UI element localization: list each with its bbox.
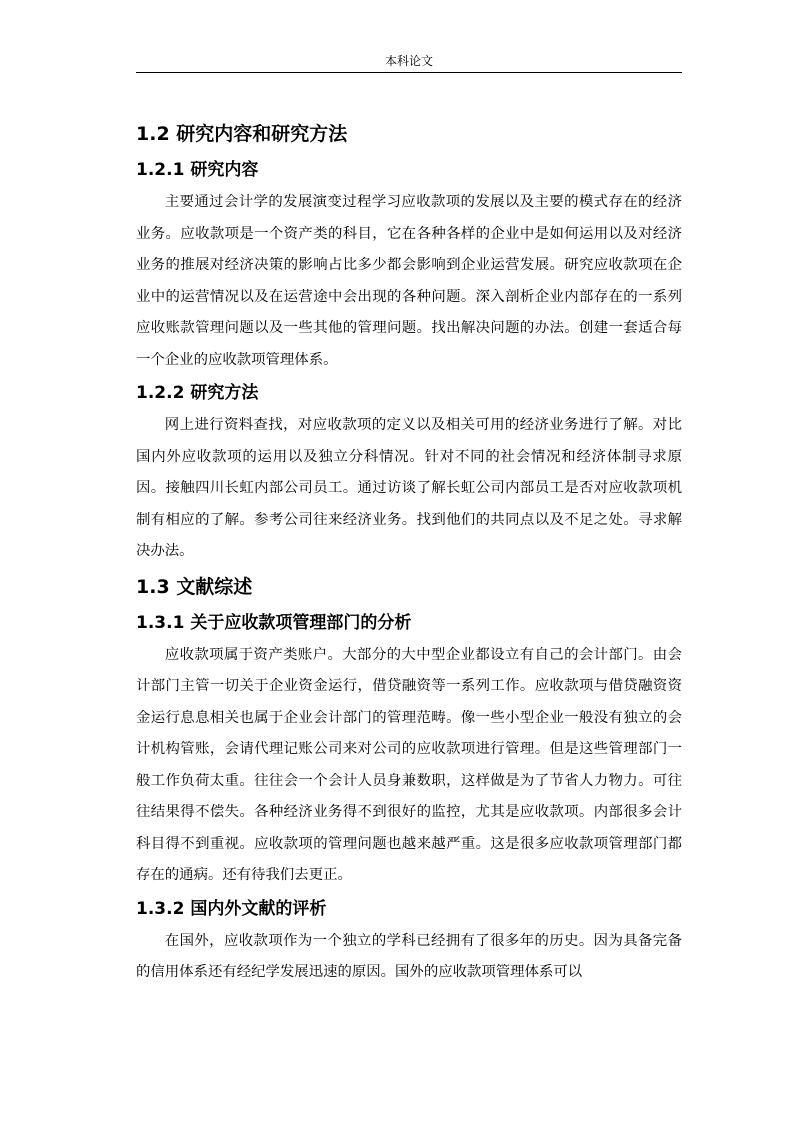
paragraph-literature-review: 在国外，应收款项作为一个独立的学科已经拥有了很多年的历史。因为具备完备的信用体系还有经纪学发展迅速的原因。国外的应收款项管理体系可以 <box>136 932 682 980</box>
paragraph-receivables-department: 应收款项属于资产类账户。大部分的大中型企业都设立有自己的会计部门。由会计部门主管一切关于企业资金运行，借贷融资等一系列工作。应收款项与借贷融资资金运行息息相关也属于企业会计部门的管理范畴。像一些小型企业一般没有独立的会计机构管账，会请代理记账公司来对公司的应收款项进行管理。但是这些管理部门一般工作负荷太重。往往会一个会计人员身兼数职，这样做是为了节省人力物力。可往往结果得不偿失。各种经济业务得不到很好的监控，尤其是应收款项。内部很多会计科目得不到重视。应收款项的管理问题也越来越严重。这是很多应收款项管理部门都存在的通病。还有待我们去更正。 <box>136 646 682 883</box>
running-header: 本科论文 <box>384 54 433 68</box>
section-heading-1-2: 1.2 研究内容和研究方法 <box>136 123 348 145</box>
header-divider <box>136 72 682 73</box>
section-heading-1-3-2: 1.3.2 国内外文献的评析 <box>136 898 327 919</box>
section-heading-1-2-1: 1.2.1 研究内容 <box>136 160 259 180</box>
page-body <box>136 115 682 989</box>
paragraph-research-method: 网上进行资料查找，对应收款项的定义以及相关可用的经济业务进行了解。对比国内外应收款项的运用以及独立分科情况。针对不同的社会情况和经济体制寻求原因。接触四川长虹内部公司员工。通过访谈了解长虹公司内部员工是否对应收款项机制有相应的了解。参考公司往来经济业务。找到他们的共同点以及不足之处。寻求解决办法。 <box>136 417 682 559</box>
paragraph-research-content: 主要通过会计学的发展演变过程学习应收款项的发展以及主要的模式存在的经济业务。应收款项是一个资产类的科目，它在各种各样的企业中是如何运用以及对经济业务的推展对经济决策的影响占比多少都会影响到企业运营发展。研究应收款项在企业中的运营情况以及在运营途中会出现的各种问题。深入剖析企业内部存在的一系列应收账款管理问题以及一些其他的管理问题。找出解决问题的办法。创建一套适合每一个企业的应收款项管理体系。 <box>136 194 682 368</box>
section-heading-1-3: 1.3 文献综述 <box>136 575 253 598</box>
section-heading-1-2-2: 1.2.2 研究方法 <box>136 383 259 403</box>
section-heading-1-3-1: 1.3.1 关于应收款项管理部门的分析 <box>136 612 412 633</box>
